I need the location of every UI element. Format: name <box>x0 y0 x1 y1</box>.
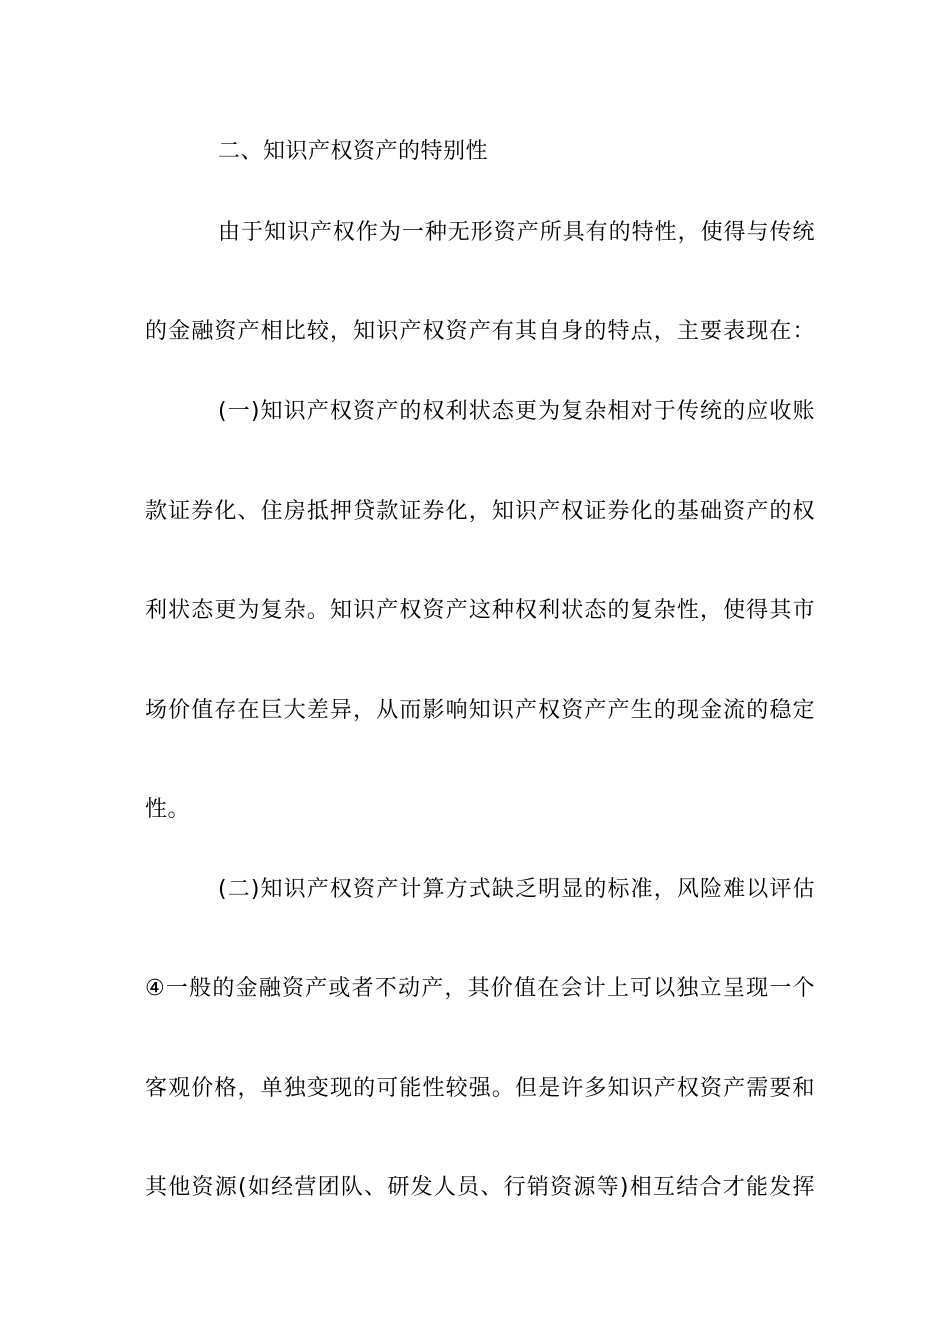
subheading-line: (二)知识产权资产计算方式缺乏明显的标准，风险难以评估 <box>218 877 815 902</box>
paragraph-line: ④一般的金融资产或者不动产，其价值在会计上可以独立呈现一个 <box>145 976 815 1001</box>
subheading-line: (一)知识产权资产的权利状态更为复杂相对于传统的应收账 <box>218 399 815 424</box>
paragraph-line: 由于知识产权作为一种无形资产所具有的特性，使得与传统 <box>218 220 815 245</box>
paragraph-line: 客观价格，单独变现的可能性较强。但是许多知识产权资产需要和 <box>145 1076 815 1101</box>
paragraph-line: 的金融资产相比较，知识产权资产有其自身的特点，主要表现在： <box>145 319 815 344</box>
paragraph-line: 利状态更为复杂。知识产权资产这种权利状态的复杂性，使得其市 <box>145 598 815 623</box>
paragraph-line: 场价值存在巨大差异，从而影响知识产权资产产生的现金流的稳定 <box>145 698 815 723</box>
paragraph-line: 性。 <box>145 797 191 822</box>
paragraph-line: 款证券化、住房抵押贷款证券化，知识产权证券化的基础资产的权 <box>145 499 815 524</box>
section-heading: 二、知识产权资产的特别性 <box>218 139 489 164</box>
paragraph-line: 其他资源(如经营团队、研发人员、行销资源等)相互结合才能发挥 <box>145 1175 815 1200</box>
